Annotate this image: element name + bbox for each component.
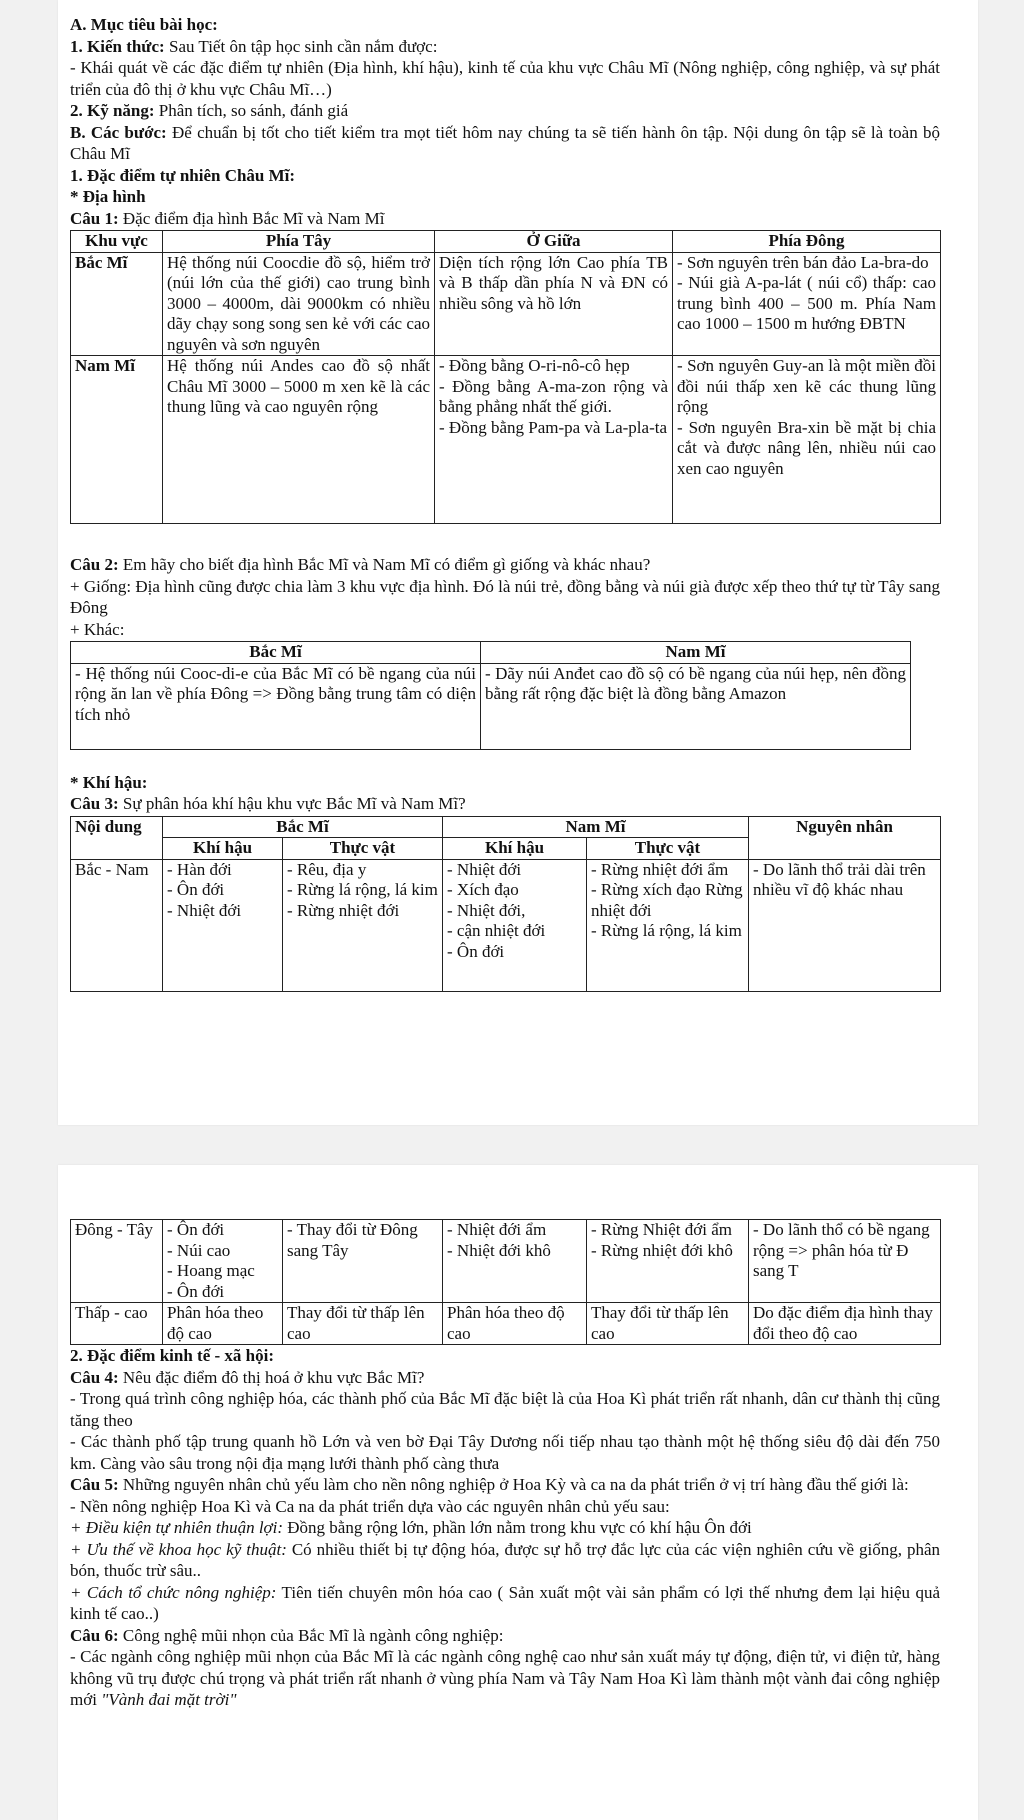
heading-economy: 2. Đặc điểm kinh tế - xã hội:: [70, 1346, 274, 1365]
heading-natural: 1. Đặc điểm tự nhiên Châu Mĩ:: [70, 165, 296, 185]
q5-answer-b: + Điều kiện tự nhiên thuận lợi: Đồng bằng rộng lớn, phần lớn nằm trong khu vực có khí hậu Ôn đới: [70, 1518, 752, 1537]
header-cell: Khí hậu: [163, 838, 283, 860]
table-cell: - Hàn đới - Ôn đới - Nhiệt đới: [163, 859, 283, 991]
q5-answer-c: + Ưu thế về khoa học kỹ thuật: Có nhiều thiết bị tự động hóa, được sự hỗ trợ đắc lực của các viện nghiên cứu về giống, phân bón, thuốc trừ sâu..: [70, 1539, 940, 1580]
difference-table: [70, 641, 911, 750]
question-1: Câu 1: Đặc điểm địa hình Bắc Mĩ và Nam Mĩ: [70, 208, 385, 228]
table-row: [71, 252, 941, 356]
table-cell: Thay đổi từ thấp lên cao: [587, 1303, 749, 1345]
table-cell: - Rừng nhiệt đới ẩm - Rừng xích đạo Rừng nhiệt đới - Rừng lá rộng, lá kim: [587, 859, 749, 991]
steps-line: B. Các bước: Để chuẩn bị tốt cho tiết kiểm tra mọt tiết hôm nay chúng ta sẽ tiến hành ôn tập. Nội dung ôn tập sẽ là toàn bộ Châu Mĩ: [70, 122, 940, 163]
table-row: [71, 1303, 941, 1345]
table-cell: Thay đổi từ thấp lên cao: [283, 1303, 443, 1345]
question-4: Câu 4: Nêu đặc điểm đô thị hoá ở khu vực Bắc Mĩ?: [70, 1367, 425, 1387]
header-cell: Bắc Mĩ: [71, 642, 481, 664]
table-row: [71, 1220, 941, 1303]
table-cell: Thấp - cao: [71, 1303, 163, 1345]
header-cell: Nam Mĩ: [443, 816, 749, 838]
table-cell: - Nhiệt đới ẩm - Nhiệt đới khô: [443, 1220, 587, 1303]
q5-answer-d: + Cách tổ chức nông nghiệp: Tiên tiến chuyên môn hóa cao ( Sản xuất một vài sản phẩm có lợi thế nhưng đem lại hiệu quả kinh tế cao..): [70, 1582, 940, 1623]
question-6: Câu 6: Công nghệ mũi nhọn của Bắc Mĩ là ngành công nghiệp:: [70, 1625, 504, 1645]
table-cell: - Ôn đới - Núi cao - Hoang mạc - Ôn đới: [163, 1220, 283, 1303]
skill-line: 2. Kỹ năng: Phân tích, so sánh, đánh giá: [70, 101, 349, 120]
document-page-2: [58, 1165, 978, 1820]
question-2: Câu 2: Em hãy cho biết địa hình Bắc Mĩ và Nam Mĩ có điểm gì giống và khác nhau?: [70, 555, 651, 574]
document-page-1: [58, 0, 978, 1125]
table-cell: - Sơn nguyên Guy-an là một miền đồi đồi núi thấp xen kẽ các thung lũng rộng - Sơn nguyên Bra-xin bề mặt bị chia cắt và được nâng lên, nhiều núi cao xen cao nguyên: [673, 356, 941, 524]
table-row: [71, 859, 941, 991]
table-cell: Đông - Tây: [71, 1220, 163, 1303]
heading-climate: * Khí hậu:: [70, 772, 148, 792]
header-cell: Phía Tây: [163, 231, 435, 253]
header-cell: Ở Giữa: [435, 231, 673, 253]
heading-terrain: * Địa hình: [70, 187, 146, 206]
question-5: Câu 5: Những nguyên nhân chủ yếu làm cho nền nông nghiệp ở Hoa Kỳ và ca na da phát triển ở vị trí hàng đầu thế giới là:: [70, 1475, 909, 1494]
heading-a: A. Mục tiêu bài học:: [70, 15, 218, 34]
header-cell: Thực vật: [587, 838, 749, 860]
table-header-row: [71, 642, 911, 664]
header-cell: Khu vực: [71, 231, 163, 253]
table-row: [71, 663, 911, 749]
region-cell: Bắc Mĩ: [71, 252, 163, 356]
climate-table-continued: [70, 1219, 941, 1345]
table-cell: Phân hóa theo độ cao: [163, 1303, 283, 1345]
table-cell: Phân hóa theo độ cao: [443, 1303, 587, 1345]
header-cell: Bắc Mĩ: [163, 816, 443, 838]
header-cell: Nam Mĩ: [481, 642, 911, 664]
table-cell: - Hệ thống núi Cooc-di-e của Bắc Mĩ có bề ngang của núi rộng ăn lan về phía Đông => Đồng bằng trung tâm có diện tích nhỏ: [71, 663, 481, 749]
q6-answer: - Các ngành công nghiệp mũi nhọn của Bắc Mĩ là các ngành công nghệ cao như sản xuất máy tự động, điện tử, vi điện tử, hàng không vũ trụ được chú trọng và phát triển rất nhanh ở vùng phía Nam và Tây Nam Hoa Kì làm thành một vành đai công nghiệp mới "Vành đai mặt trời": [70, 1647, 940, 1709]
table-cell: - Thay đổi từ Đông sang Tây: [283, 1220, 443, 1303]
q4-answer-a: - Trong quá trình công nghiệp hóa, các thành phố của Bắc Mĩ đặc biệt là của Hoa Kì phát triển rất nhanh, dân cư thành thị cũng tăng theo: [70, 1389, 940, 1430]
table-cell: - Sơn nguyên trên bán đảo La-bra-do - Núi già A-pa-lát ( núi cổ) thấp: cao trung bình 400 – 500 m. Phía Nam cao 1000 – 1500 m hướng ĐBTN: [673, 252, 941, 356]
table-cell: - Do lãnh thổ trải dài trên nhiều vĩ độ khác nhau: [749, 859, 941, 991]
header-cell: Phía Đông: [673, 231, 941, 253]
header-cell: Khí hậu: [443, 838, 587, 860]
header-cell: Nội dung: [71, 816, 163, 859]
table-cell: Hệ thống núi Andes cao đồ sộ nhất Châu Mĩ 3000 – 5000 m xen kẽ là các thung lũng và cao nguyên rộng: [163, 356, 435, 524]
q5-answer-a: - Nền nông nghiệp Hoa Kì và Ca na da phát triển dựa vào các nguyên nhân chủ yếu sau:: [70, 1496, 670, 1516]
header-cell: Thực vật: [283, 838, 443, 860]
header-cell: Nguyên nhân: [749, 816, 941, 859]
question-3: Câu 3: Sự phân hóa khí hậu khu vực Bắc Mĩ và Nam Mĩ?: [70, 794, 466, 813]
table-cell: - Rêu, địa y - Rừng lá rộng, lá kim - Rừng nhiệt đới: [283, 859, 443, 991]
table-row: [71, 356, 941, 524]
terrain-table: [70, 230, 941, 524]
table-cell: Bắc - Nam: [71, 859, 163, 991]
table-cell: - Do lãnh thổ có bề ngang rộng => phân hóa từ Đ sang T: [749, 1220, 941, 1303]
region-cell: Nam Mĩ: [71, 356, 163, 524]
table-cell: Do đặc điểm địa hình thay đổi theo độ cao: [749, 1303, 941, 1345]
q2-similarity: + Giống: Địa hình cũng được chia làm 3 khu vực địa hình. Đó là núi trẻ, đồng bằng và núi già được xếp theo thứ tự từ Tây sang Đông: [70, 576, 940, 617]
table-cell: Diện tích rộng lớn Cao phía TB và B thấp dần phía N và ĐN có nhiều sông và hồ lớn: [435, 252, 673, 356]
table-cell: - Dãy núi Anđet cao đồ sộ có bề ngang của núi hẹp, nên đồng bằng rất rộng đặc biệt là đồng bằng Amazon: [481, 663, 911, 749]
q4-answer-b: - Các thành phố tập trung quanh hồ Lớn và ven bờ Đại Tây Dương nối tiếp nhau tạo thành một hệ thống siêu độ dài đến 750 km. Càng vào sâu trong nội địa mạng lưới thành phố càng thưa: [70, 1432, 940, 1473]
table-cell: - Đồng bằng O-ri-nô-cô hẹp - Đồng bằng A-ma-zon rộng và bằng phẳng nhất thế giới. - Đồng bằng Pam-pa và La-pla-ta: [435, 356, 673, 524]
knowledge-desc: - Khái quát về các đặc điểm tự nhiên (Địa hình, khí hậu), kinh tế của khu vực Châu Mĩ (Nông nghiệp, công nghiệp, và sự phát triển của đô thị ở khu vực Châu Mĩ…): [70, 58, 940, 99]
table-cell: - Rừng Nhiệt đới ẩm - Rừng nhiệt đới khô: [587, 1220, 749, 1303]
table-header-row: [71, 816, 941, 838]
table-header-row: [71, 231, 941, 253]
knowledge-line: 1. Kiến thức: Sau Tiết ôn tập học sinh cần nắm được:: [70, 36, 438, 56]
q2-difference: + Khác:: [70, 619, 125, 639]
climate-table: [70, 816, 941, 992]
table-cell: - Nhiệt đới - Xích đạo - Nhiệt đới, - cận nhiệt đới - Ôn đới: [443, 859, 587, 991]
table-cell: Hệ thống núi Coocdie đồ sộ, hiểm trở (núi lớn của thế giới) cao trung bình 3000 – 4000m, dài 9000km có nhiều dãy chạy song song sen kẻ với các cao nguyên và sơn nguyên: [163, 252, 435, 356]
